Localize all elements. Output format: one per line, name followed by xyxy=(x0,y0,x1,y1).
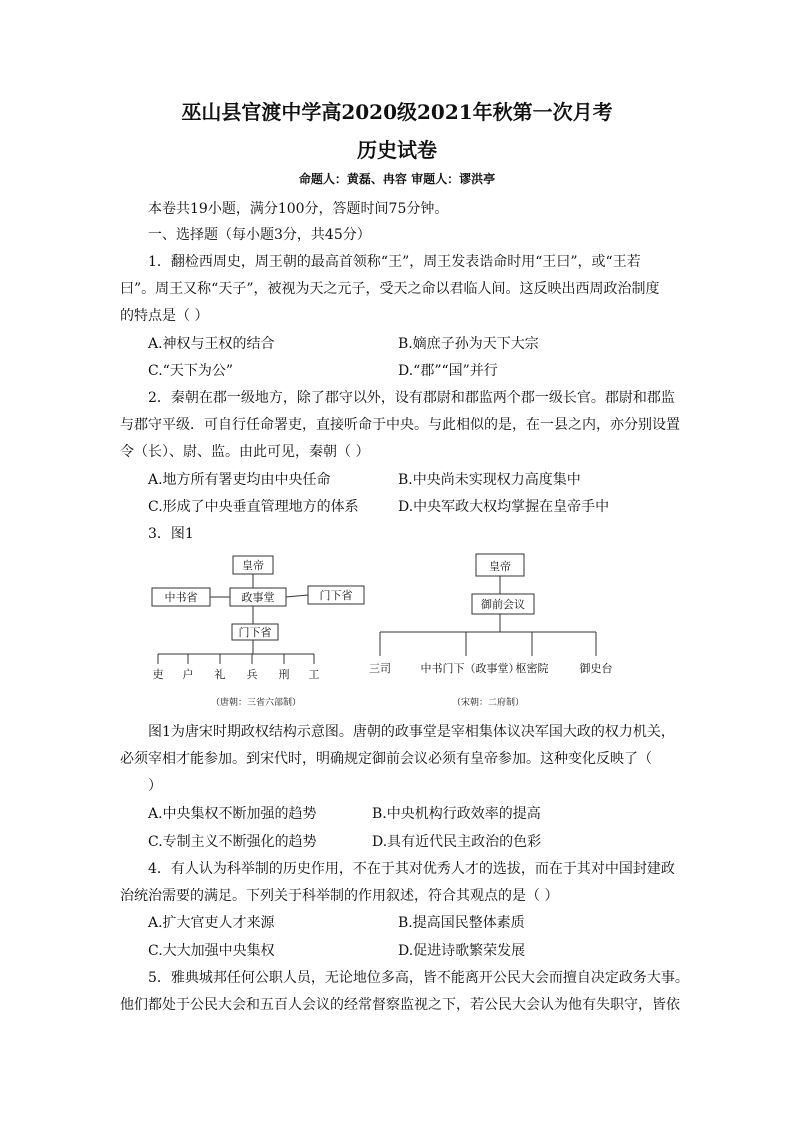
q2-line: 2．秦朝在郡一级地方，除了郡守以外，设有郡尉和郡监两个郡一级长官。郡尉和郡监 xyxy=(148,390,675,406)
exam-authors: 命题人：黄磊、冉容 审题人：谬洪亭 xyxy=(298,172,496,186)
q2-option-b: B.中央尚未实现权力高度集中 xyxy=(398,472,581,488)
q4-option-b: B.提高国民整体素质 xyxy=(398,915,525,931)
q3-option-c: C.专制主义不断强化的趋势 xyxy=(148,834,317,850)
q2-line: 令（长）、尉、监。由此可见，秦朝（ ） xyxy=(120,444,370,460)
tang-ministry: 刑 xyxy=(278,668,290,681)
q4-line: 4．有人认为科举制的历史作用，不在于其对优秀人才的选拔，而在于其对中国封建政 xyxy=(148,861,675,877)
tang-menxia-top: 门下省 xyxy=(319,589,353,602)
q2-option-c: C.形成了中央垂直管理地方的体系 xyxy=(148,499,359,515)
q2-option-d: D.中央军政大权均掌握在皇帝手中 xyxy=(398,499,610,515)
song-branch: 枢密院 xyxy=(515,662,549,675)
song-branch: 御史台 xyxy=(579,662,613,675)
q4-option-a: A.扩大官吏人才来源 xyxy=(148,915,275,931)
q2-line: 与郡守平级．可自行任命署吏，直接听命于中央。与此相似的是，在一县之内，亦分别设置 xyxy=(120,417,680,433)
q1-option-a: A.神权与王权的结合 xyxy=(148,336,275,352)
q4-option-d: D.促进诗歌繁荣发展 xyxy=(398,943,526,959)
q1-option-b: B.嫡庶子孙为天下大宗 xyxy=(398,336,539,352)
q3-option-a: A.中央集权不断加强的趋势 xyxy=(148,806,317,822)
q1-line: 的特点是（ ） xyxy=(120,308,209,324)
q3-line: 图1为唐宋时期政权结构示意图。唐朝的政事堂是宰相集体议决军国大政的权力机关， xyxy=(148,724,675,740)
q3-line: 必须宰相才能参加。到宋代时，明确规定御前会议必须有皇帝参加。这种变化反映了（ xyxy=(120,751,652,767)
q4-line: 治统治需要的满足。下列关于科举制的作用叙述，符合其观点的是（ ） xyxy=(120,888,559,904)
government-structure-diagram xyxy=(148,548,628,718)
q4-option-c: C.大大加强中央集权 xyxy=(148,943,275,959)
song-emperor: 皇帝 xyxy=(489,560,511,573)
tang-ministry: 吏 xyxy=(152,668,164,681)
exam-subtitle: 历史试卷 xyxy=(357,138,437,162)
q3-option-d: D.具有近代民主政治的色彩 xyxy=(372,834,542,850)
tang-menxia-bottom: 门下省 xyxy=(238,626,272,639)
q5-line: 他们都处于公民大会和五百人会议的经常督察监视之下，若公民大会认为他有失职守，皆依 xyxy=(120,997,680,1013)
song-council: 御前会议 xyxy=(481,598,525,611)
song-branch: 中书门下（政事堂） xyxy=(420,662,520,675)
tang-ministry: 兵 xyxy=(246,668,258,681)
song-branch: 三司 xyxy=(369,662,391,675)
tang-caption: （唐朝：三省六部制） xyxy=(210,698,302,708)
q2-option-a: A.地方所有署吏均由中央任命 xyxy=(148,472,331,488)
q3-label: 3．图1 xyxy=(148,526,194,542)
tang-zhengshitang: 政事堂 xyxy=(241,591,275,604)
tang-emperor: 皇帝 xyxy=(242,559,264,572)
tang-ministry: 工 xyxy=(308,668,320,681)
q1-line: 1．翻检西周史，周王朝的最高首领称“王”，周王发表诰命时用“王曰”，或“王若 xyxy=(148,254,641,270)
tang-ministry: 礼 xyxy=(214,668,226,681)
tang-ministry: 户 xyxy=(182,668,194,681)
q3-option-b: B.中央机构行政效率的提高 xyxy=(372,806,541,822)
q1-option-c: C.“天下为公” xyxy=(148,363,233,379)
q3-line: ） xyxy=(148,778,162,794)
section-heading: 一、选择题（每小题3分，共45分） xyxy=(148,227,371,243)
q5-line: 5．雅典城邦任何公职人员，无论地位多高，皆不能离开公民大会而擅自决定政务大事。 xyxy=(148,970,689,986)
intro-text: 本卷共19小题，满分100分，答题时间75分钟。 xyxy=(148,201,449,217)
q1-option-d: D.“郡”“国”并行 xyxy=(398,363,498,379)
exam-title: 巫山县官渡中学高2020级2021年秋第一次月考 xyxy=(181,100,613,124)
song-caption: （宋朝：二府制） xyxy=(451,698,525,708)
q1-line: 曰”。周王又称“天子”，被视为天之元子，受天之命以君临人间。这反映出西周政治制度 xyxy=(120,281,660,297)
tang-zhongshu: 中书省 xyxy=(164,591,198,604)
